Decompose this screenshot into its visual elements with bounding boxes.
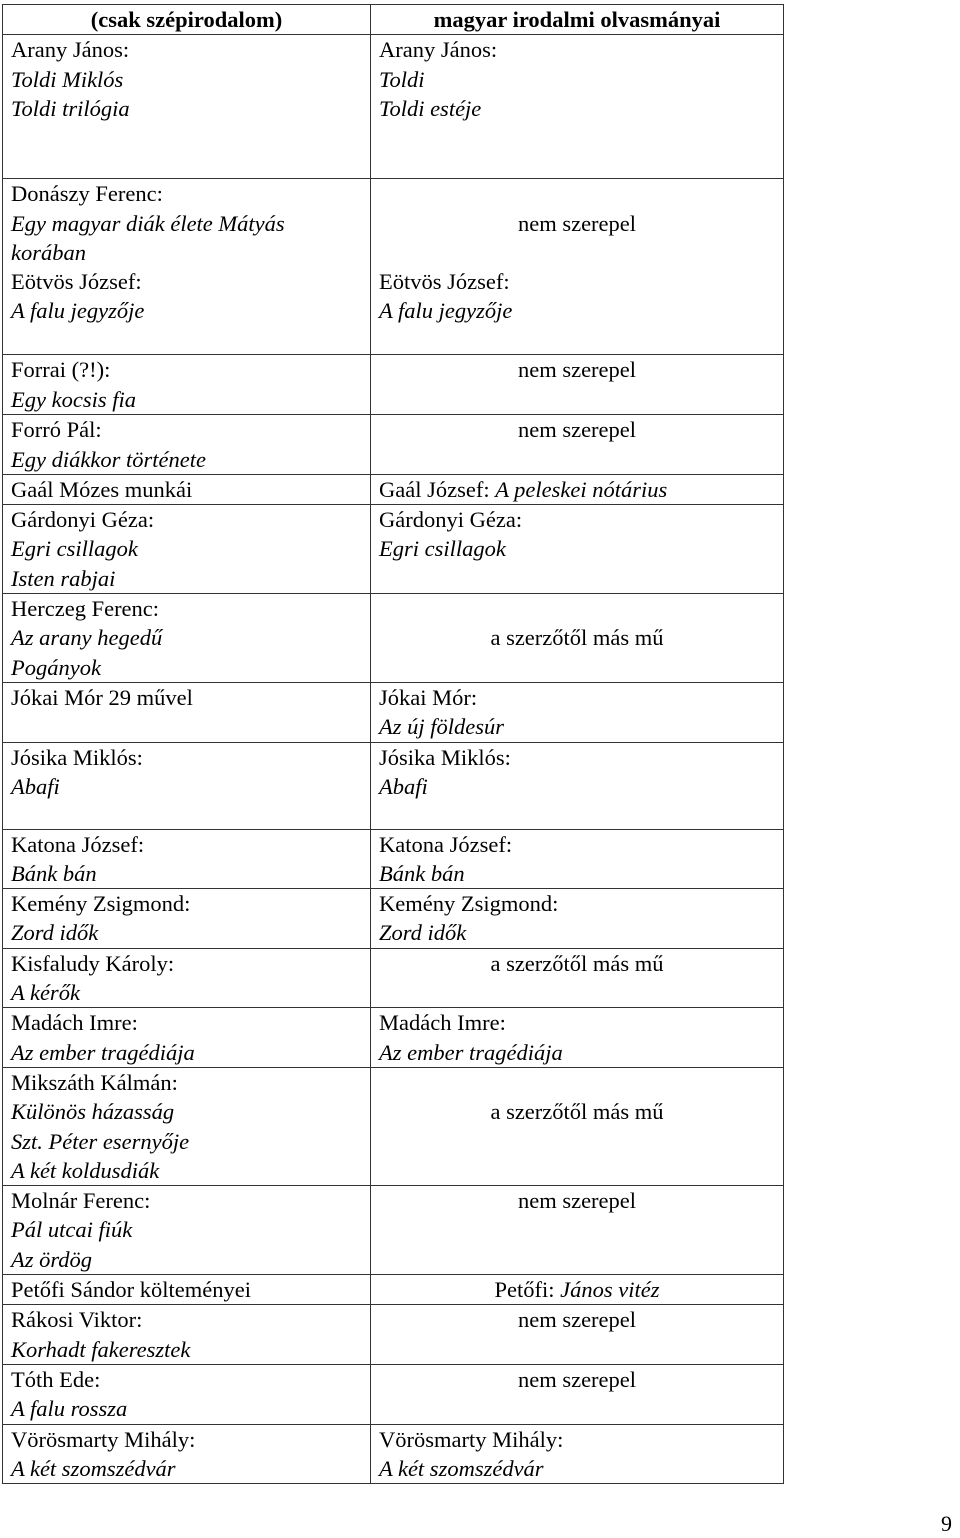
right-cell-line: Az új földesúr [379, 714, 505, 740]
table-row [3, 179, 784, 355]
book-cell [3, 355, 371, 415]
table-row [3, 35, 784, 179]
book-cell [3, 594, 371, 683]
reading-cell [371, 1305, 784, 1365]
reading-cell [371, 505, 784, 594]
left-cell-line: Petőfi Sándor költeményei [11, 1277, 251, 1303]
book-cell [3, 889, 371, 949]
right-cell-line [379, 1068, 775, 1097]
right-cell-line: nem szerepel [517, 1188, 637, 1214]
book-cell [3, 415, 371, 475]
right-cell-line: Egri csillagok [379, 536, 506, 562]
left-cell-line: Bánk bán [11, 860, 97, 886]
right-cell-text-part: Petőfi: [494, 1277, 561, 1303]
left-cell-line: Különös házasság [11, 1099, 175, 1125]
left-cell-line: Madách Imre: [11, 1010, 138, 1036]
page-number: 9 [941, 1511, 952, 1536]
right-cell-line: Madách Imre: [379, 1010, 506, 1036]
right-cell-line: Arany János: [379, 37, 498, 63]
left-cell-line: Egri csillagok [11, 536, 138, 562]
right-cell-line: nem szerepel [517, 1366, 637, 1392]
right-cell-line: Az ember tragédiája [379, 1039, 563, 1065]
left-cell-line: A két koldusdiák [11, 1157, 160, 1183]
table-row [3, 1424, 784, 1484]
right-cell-line: nem szerepel [517, 417, 637, 443]
right-cell-line: Abafi [379, 773, 428, 799]
left-cell-line: Gárdonyi Géza: [11, 507, 155, 533]
left-cell-line: Eötvös József: [11, 269, 142, 295]
reading-cell [371, 1067, 784, 1185]
right-cell-line: Toldi estéje [379, 95, 482, 121]
left-cell-line: Egy kocsis fia [11, 386, 136, 412]
right-cell-line [379, 594, 775, 623]
left-cell-line: Forrai (?!): [11, 357, 111, 383]
left-cell-line: Az arany hegedű [11, 625, 163, 651]
table-row [3, 1275, 784, 1305]
left-cell-line: Donászy Ferenc: [11, 181, 163, 207]
left-cell-line: Tóth Ede: [11, 1366, 101, 1392]
reading-cell [371, 415, 784, 475]
book-cell [3, 829, 371, 889]
right-cell-line [379, 475, 775, 504]
right-cell-line: a szerzőtől más mű [490, 1099, 664, 1125]
reading-cell [371, 474, 784, 504]
table-row [3, 474, 784, 504]
left-cell-line: Herczeg Ferenc: [11, 596, 160, 622]
reading-cell [371, 1186, 784, 1275]
reading-list-table [2, 4, 784, 1484]
left-cell-line: Az ember tragédiája [11, 1039, 195, 1065]
left-cell-line: Vörösmarty Mihály: [11, 1426, 196, 1452]
table-row [3, 889, 784, 949]
book-cell [3, 505, 371, 594]
left-cell-line: Toldi trilógia [11, 95, 130, 121]
left-cell-line: Jósika Miklós: [11, 744, 143, 770]
book-cell [3, 1305, 371, 1365]
header-right: magyar irodalmi olvasmányai [371, 5, 784, 35]
table-row [3, 1364, 784, 1424]
table-row [3, 355, 784, 415]
reading-list-body [3, 5, 784, 1484]
table-row [3, 682, 784, 742]
table-row [3, 1186, 784, 1275]
reading-cell [371, 179, 784, 355]
left-cell-line: A két szomszédvár [11, 1455, 176, 1481]
table-row [3, 505, 784, 594]
reading-cell [371, 682, 784, 742]
reading-cell [371, 889, 784, 949]
left-cell-line: Jókai Mór 29 művel [11, 684, 193, 710]
right-cell-line [379, 179, 775, 208]
right-cell-line: Gárdonyi Géza: [379, 507, 523, 533]
reading-cell [371, 594, 784, 683]
book-cell [3, 1186, 371, 1275]
left-cell-line: Gaál Mózes munkái [11, 476, 193, 502]
reading-cell [371, 1275, 784, 1305]
left-cell-line: Korhadt fakeresztek [11, 1336, 191, 1362]
left-cell-line: Kemény Zsigmond: [11, 891, 191, 917]
left-cell-line: Egy diákkor története [11, 446, 206, 472]
right-cell-line: Toldi [379, 66, 425, 92]
left-cell-line: Szt. Péter esernyője [11, 1128, 190, 1154]
table-row [3, 1305, 784, 1365]
left-cell-line: A falu rossza [11, 1396, 128, 1422]
left-cell-line: Pál utcai fiúk [11, 1217, 133, 1243]
right-cell-line: Kemény Zsigmond: [379, 891, 559, 917]
table-row [3, 948, 784, 1008]
right-cell-line: A falu jegyzője [379, 298, 513, 324]
right-cell-text-part: János vitéz [560, 1277, 660, 1303]
reading-cell [371, 1364, 784, 1424]
reading-cell [371, 1424, 784, 1484]
left-cell-line: Kisfaludy Károly: [11, 950, 175, 976]
right-cell-line: Katona József: [379, 831, 513, 857]
right-cell-line: Vörösmarty Mihály: [379, 1426, 564, 1452]
left-cell-line: A kérők [11, 980, 80, 1006]
right-cell-line: A két szomszédvár [379, 1455, 544, 1481]
reading-cell [371, 355, 784, 415]
left-cell-line: Rákosi Viktor: [11, 1307, 143, 1333]
right-cell-line: Zord idők [379, 920, 467, 946]
table-row [3, 829, 784, 889]
right-cell-line [379, 1275, 775, 1304]
left-cell-line: Toldi Miklós [11, 66, 124, 92]
book-cell [3, 1067, 371, 1185]
right-cell-line [379, 238, 775, 267]
right-cell-line: Eötvös József: [379, 269, 510, 295]
book-cell [3, 35, 371, 179]
book-cell [3, 179, 371, 355]
left-cell-line: korában [11, 239, 86, 265]
right-cell-text-part: A peleskei nótárius [495, 476, 668, 502]
table-row [3, 1067, 784, 1185]
reading-cell [371, 1008, 784, 1068]
book-cell [3, 948, 371, 1008]
right-cell-text-part: Gaál József: [379, 476, 496, 502]
left-cell-line: A falu jegyzője [11, 298, 145, 324]
left-cell-line: Isten rabjai [11, 565, 116, 591]
left-cell-line: Pogányok [11, 654, 101, 680]
book-cell [3, 1275, 371, 1305]
table-row [3, 1008, 784, 1068]
right-cell-line: nem szerepel [517, 357, 637, 383]
left-cell-line: Arany János: [11, 37, 130, 63]
table-row [3, 742, 784, 829]
table-row [3, 415, 784, 475]
left-cell-line: Forró Pál: [11, 417, 102, 443]
right-cell-line: Jókai Mór: [379, 684, 478, 710]
right-cell-line: Bánk bán [379, 860, 465, 886]
reading-cell [371, 948, 784, 1008]
book-cell [3, 682, 371, 742]
left-cell-line: Az ördög [11, 1246, 93, 1272]
reading-cell [371, 829, 784, 889]
book-cell [3, 474, 371, 504]
left-cell-line: Egy magyar diák élete Mátyás [11, 210, 285, 236]
left-cell-line: Zord idők [11, 920, 99, 946]
right-cell-line: a szerzőtől más mű [490, 625, 664, 651]
table-header-row [3, 5, 784, 35]
right-cell-line: nem szerepel [517, 1307, 637, 1333]
left-cell-line: Katona József: [11, 831, 145, 857]
reading-cell [371, 35, 784, 179]
table-row [3, 594, 784, 683]
right-cell-line: Jósika Miklós: [379, 744, 511, 770]
book-cell [3, 1424, 371, 1484]
book-cell [3, 1364, 371, 1424]
right-cell-line: nem szerepel [517, 210, 637, 236]
left-cell-line: Molnár Ferenc: [11, 1188, 151, 1214]
book-cell [3, 742, 371, 829]
book-cell [3, 1008, 371, 1068]
reading-cell [371, 742, 784, 829]
left-cell-line: Abafi [11, 773, 60, 799]
header-left: (csak szépirodalom) [3, 5, 371, 35]
left-cell-line: Mikszáth Kálmán: [11, 1069, 178, 1095]
right-cell-line: a szerzőtől más mű [490, 950, 664, 976]
